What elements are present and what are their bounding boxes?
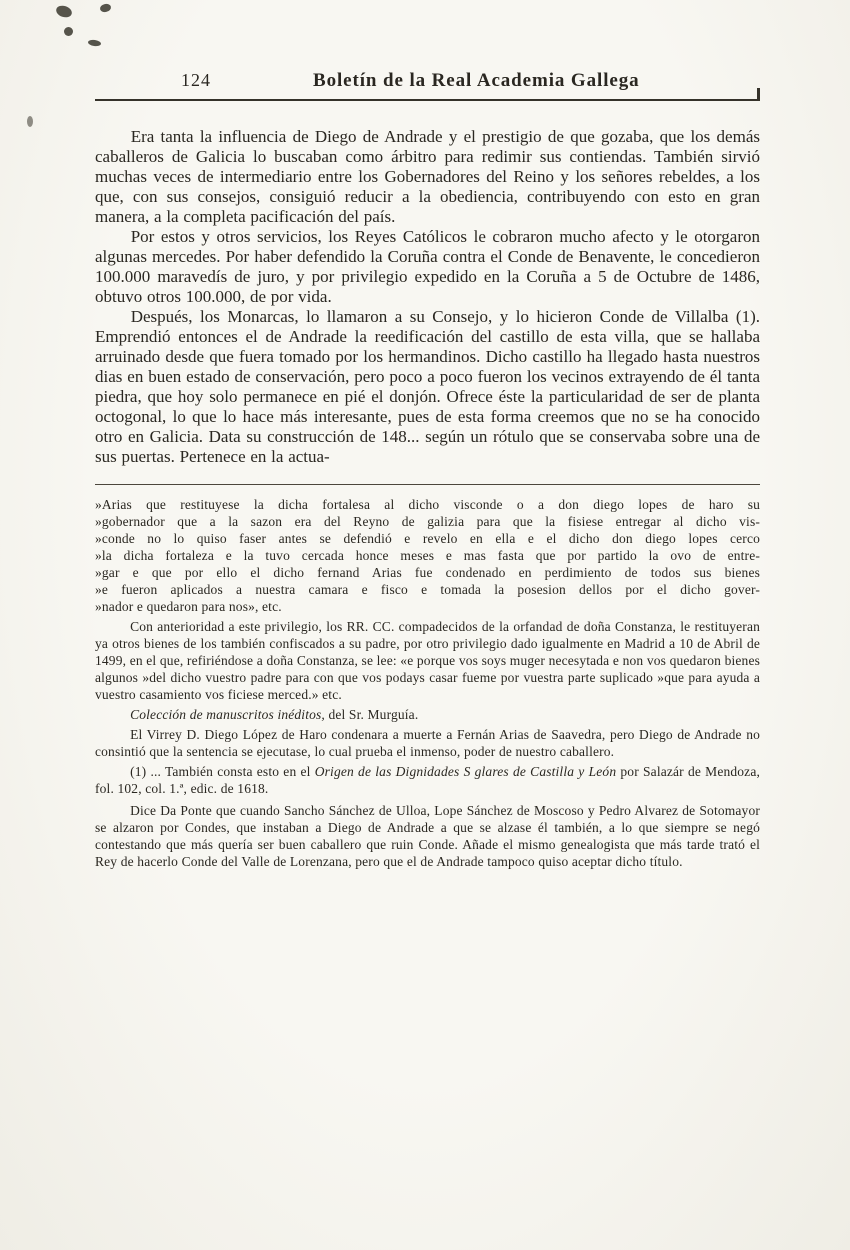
footnote-paragraph: El Virrey D. Diego López de Haro condenara a muerte a Fernán Arias de Saavedra, pero Diego de Andrade no consintió que la sentencia se ejecutase, lo cual prueba el inmenso, poder de nuestro caballero. — [95, 727, 760, 759]
footnote-text: por Salazár de Mendoza, fol. 102, col. 1.ª, edic. de 1618. — [95, 764, 760, 796]
footnotes — [95, 496, 760, 870]
scan-artifact — [88, 39, 102, 47]
footnote-quote-line: »Arias que restituyese la dicha fortalesa al dicho visconde o a don diego lopes de haro su — [95, 497, 760, 512]
footnote-text: del Sr. Murguía. — [324, 707, 419, 722]
page-header — [95, 70, 760, 101]
footnote-quote-line: »gar e que por ello el dicho fernand Arias fue condenado en perdimiento de todos sus bienes — [95, 565, 760, 580]
footnote-quote-line: »la dicha fortaleza e la tuvo cercada honce meses e mas fasta que por partido la ovo de entre- — [95, 548, 760, 563]
scan-artifact — [64, 27, 73, 36]
page-content — [95, 70, 760, 870]
scan-artifact — [55, 4, 74, 19]
footnote-paragraph-murguia — [95, 706, 760, 723]
scan-artifact — [99, 3, 111, 13]
body-paragraph: Era tanta la influencia de Diego de Andrade y el prestigio de que gozaba, que los demás caballeros de Galicia lo buscaban como árbitro para redimir sus contiendas. También sirvió muchas veces de intermediario entre los Gobernadores del Reino y los señores rebeldes, a los que, con sus consejos, consiguió reducir a la obediencia, contribuyendo con esto en gran manera, a la completa pacificación del país. — [95, 127, 760, 226]
page-number: 124 — [181, 70, 211, 90]
footnote-paragraph: Con anterioridad a este privilegio, los RR. CC. compadecidos de la orfandad de doña Constanza, le restituyeran ya otros bienes de los también confiscados a su padre, por otro privilegio dado igualmente en Madrid a 10 de Abril de 1499, en el que, refiriéndose a doña Constanza, se lee: «e porque vos soys muger necesytada e non vos quedaron bienes algunos »del dicho vuestro padre para con que vos podays casar fueme por vuestra parte suplicado »que para ayuda a vuestro casamiento vos ficiese merced.» etc. — [95, 619, 760, 702]
footnote-separator — [95, 484, 760, 485]
footnote-quote-line: »e fueron aplicados a nuestra camara e fisco e tomada la posesion dellos por el dicho gover- — [95, 582, 760, 597]
footnote-paragraph-note1 — [95, 763, 760, 797]
footnote-work-title: Colección de manuscritos inéditos, — [130, 707, 325, 722]
body-paragraph: Por estos y otros servicios, los Reyes Católicos le cobraron mucho afecto y le otorgaron algunas mercedes. Por haber defendido la Coruña contra el Conde de Benavente, le concedieron 100.000 maravedís de juro, y por privilegio expedido en la Coruña a 5 de Octubre de 1486, obtuvo otros 100.000, de por vida. — [95, 227, 760, 306]
journal-title: Boletín de la Real Academia Gallega — [313, 70, 640, 91]
scan-artifact — [27, 116, 33, 127]
footnote-quote-block — [95, 496, 760, 615]
footnote-text: (1) ... También consta esto en el — [130, 764, 315, 779]
footnote-quote-line: »conde no lo quiso faser antes se defendió e revelo en ella e el dicho don diego lopes cerco — [95, 531, 760, 546]
footnote-quote-line: »gobernador que a la sazon era del Reyno de galizia para que la fisiese entregar al dicho vis- — [95, 514, 760, 529]
footnote-paragraph: Dice Da Ponte que cuando Sancho Sánchez de Ulloa, Lope Sánchez de Moscoso y Pedro Alvarez de Sotomayor se alzaron por Condes, que instaban a Diego de Andrade a que se alzase él también, a lo que siempre se negó contestando que más quería ser buen caballero que ruin Conde. Añade el mismo genealogista que más tarde trató el Rey de hacerlo Conde del Valle de Lorenzana, pero que el de Andrade tampoco quiso aceptar dicho título. — [95, 803, 760, 869]
body-paragraph: Después, los Monarcas, lo llamaron a su Consejo, y lo hicieron Conde de Villalba (1). Emprendió entonces el de Andrade la reedificación del castillo de esta villa, que se hallaba arruinado desde que fuera tomado por los hermandinos. Dicho castillo ha llegado hasta nuestros dias en buen estado de conservación, pero poco a poco fueron los vecinos extrayendo de él tanta piedra, que hoy solo permanece en pié el donjón. Ofrece éste la particularidad de ser de planta octogonal, lo que lo hace más interesante, pues de esta forma creemos que no se ha conocido otro en Galicia. Data su construcción de 148... según un rótulo que se conservaba sobre una de sus puertas. Pertenece en la actua- — [95, 307, 760, 466]
footnote-quote-line: »nador e quedaron para nos», etc. — [95, 599, 282, 614]
footnote-work-title: Origen de las Dignidades S glares de Castilla y León — [314, 764, 617, 779]
main-text — [95, 127, 760, 467]
